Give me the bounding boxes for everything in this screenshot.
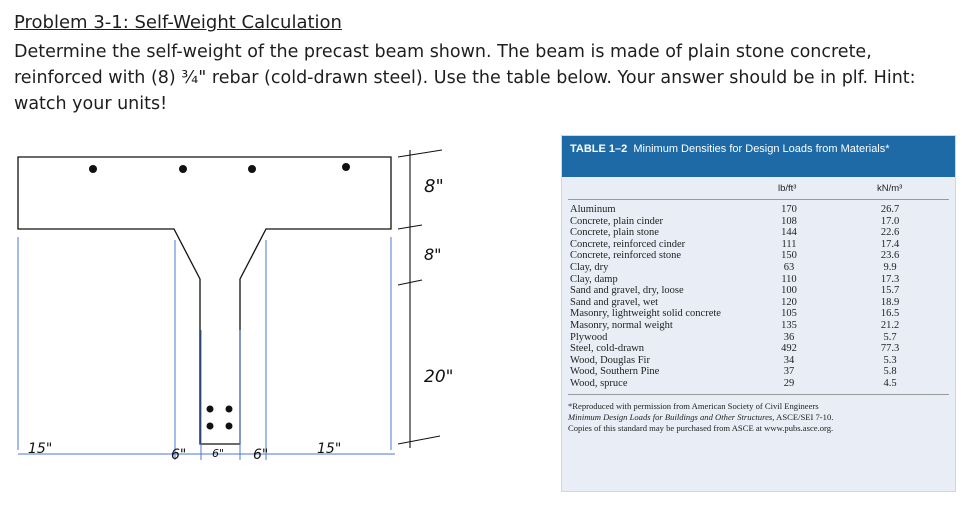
dim-stem-height: 20": [424, 367, 454, 387]
beam-outline: [18, 157, 391, 444]
dim-right-taper: 6": [253, 447, 269, 463]
rebar-top: [179, 165, 187, 173]
density-lb-ft3: 150: [781, 250, 797, 262]
material-name: Masonry, lightweight solid concrete: [570, 308, 721, 320]
density-kn-m3: 22.6: [880, 227, 900, 239]
density-lb-ft3: 34: [783, 354, 795, 366]
density-kn-m3: 23.6: [880, 250, 900, 262]
table-row: [568, 227, 949, 239]
table-row: [568, 308, 949, 320]
density-lb-ft3: 29: [783, 377, 795, 389]
density-kn-m3: 4.5: [883, 377, 897, 389]
dim-stem-width: 6": [212, 447, 225, 460]
material-name: Wood, Douglas Fir: [570, 354, 650, 366]
dim-flange-thickness: 8": [424, 176, 444, 197]
density-lb-ft3: 100: [781, 285, 797, 297]
material-name: Concrete, reinforced stone: [570, 250, 682, 262]
density-lb-ft3: 36: [783, 331, 795, 343]
density-lb-ft3: 135: [781, 319, 797, 331]
material-name: Wood, spruce: [570, 377, 628, 389]
table-number: TABLE 1–2: [570, 143, 628, 155]
material-name: Aluminum: [570, 204, 616, 215]
table-title: Minimum Densities for Design Loads from Materials*: [633, 143, 890, 155]
table-footnote: *Reproduced with permission from American Society of Civil Engineers Minimum Design Loads for Buildings and Other Structures, ASCE/SEI 7-10. Copies of this standard may be purchased from ASCE at www.pubs.asce.org.: [568, 400, 834, 433]
rebar-top: [89, 165, 97, 173]
material-name: Plywood: [570, 331, 608, 343]
density-lb-ft3: 492: [781, 343, 797, 355]
density-kn-m3: 21.2: [880, 319, 900, 331]
density-lb-ft3: 144: [781, 227, 797, 239]
table-row: [568, 285, 949, 297]
beam-cross-section-sketch: [0, 130, 470, 470]
extension-lines: [18, 237, 395, 460]
density-lb-ft3: 111: [781, 238, 797, 250]
density-kn-m3: 5.7: [883, 331, 897, 343]
density-lb-ft3: 63: [783, 261, 795, 273]
table-row: [568, 355, 949, 367]
table-body: [568, 204, 949, 390]
material-name: Masonry, normal weight: [570, 319, 673, 331]
table-row: [568, 343, 949, 355]
table-row: [568, 250, 949, 262]
density-lb-ft3: 108: [781, 215, 797, 227]
density-kn-m3: 15.7: [880, 285, 900, 297]
dim-right-overhang: 15": [317, 441, 342, 457]
density-kn-m3: 5.3: [883, 354, 897, 366]
rebar-top: [248, 165, 256, 173]
density-kn-m3: 26.7: [880, 204, 900, 215]
table-row: [568, 320, 949, 332]
material-name: Concrete, plain cinder: [570, 215, 664, 227]
density-kn-m3: 17.3: [880, 273, 900, 285]
density-lb-ft3: 120: [781, 296, 797, 308]
table-row: [568, 378, 949, 390]
problem-title: Problem 3-1: Self-Weight Calculation: [14, 12, 342, 33]
material-name: Sand and gravel, dry, loose: [570, 285, 684, 297]
material-name: Clay, dry: [570, 261, 609, 273]
table-row: [568, 332, 949, 344]
table-row: [568, 297, 949, 309]
rebar-bottom: [207, 406, 214, 413]
table-row: [568, 239, 949, 251]
table-header: [562, 136, 955, 177]
dim-taper-height: 8": [424, 245, 442, 264]
rebar-bottom: [207, 423, 214, 430]
table-row: [568, 274, 949, 286]
density-kn-m3: 17.0: [880, 215, 900, 227]
table-row: [568, 204, 949, 216]
table-row: [568, 366, 949, 378]
material-name: Sand and gravel, wet: [570, 296, 659, 308]
material-name: Concrete, plain stone: [570, 227, 659, 239]
rebar-bottom: [226, 406, 233, 413]
dim-left-overhang: 15": [28, 441, 53, 457]
density-kn-m3: 16.5: [880, 308, 900, 320]
material-name: Concrete, reinforced cinder: [570, 238, 686, 250]
table-column-headers: [568, 177, 949, 200]
rebar-top: [342, 163, 350, 171]
density-kn-m3: 17.4: [880, 238, 900, 250]
problem-statement: Determine the self-weight of the precast beam shown. The beam is made of plain stone concrete, reinforced with (8) ¾" rebar (cold-drawn steel). Use the table below. Your answer should be in plf. Hint: watch your units!: [14, 42, 916, 114]
table-row: [568, 262, 949, 274]
col-imperial-unit: lb/ft³: [778, 183, 797, 194]
density-lb-ft3: 105: [781, 308, 797, 320]
density-kn-m3: 5.8: [883, 366, 897, 378]
density-lb-ft3: 170: [781, 204, 797, 215]
dim-left-taper: 6": [171, 447, 187, 463]
density-kn-m3: 77.3: [880, 343, 900, 355]
material-name: Wood, Southern Pine: [570, 366, 660, 378]
density-kn-m3: 9.9: [883, 261, 897, 273]
col-si-unit: kN/m³: [877, 183, 903, 194]
density-table: [561, 135, 956, 492]
density-lb-ft3: 37: [783, 366, 795, 378]
rebar-bottom: [226, 423, 233, 430]
density-lb-ft3: 110: [781, 273, 797, 285]
density-kn-m3: 18.9: [880, 296, 900, 308]
material-name: Steel, cold-drawn: [570, 343, 645, 355]
material-name: Clay, damp: [570, 273, 618, 285]
table-row: [568, 216, 949, 228]
